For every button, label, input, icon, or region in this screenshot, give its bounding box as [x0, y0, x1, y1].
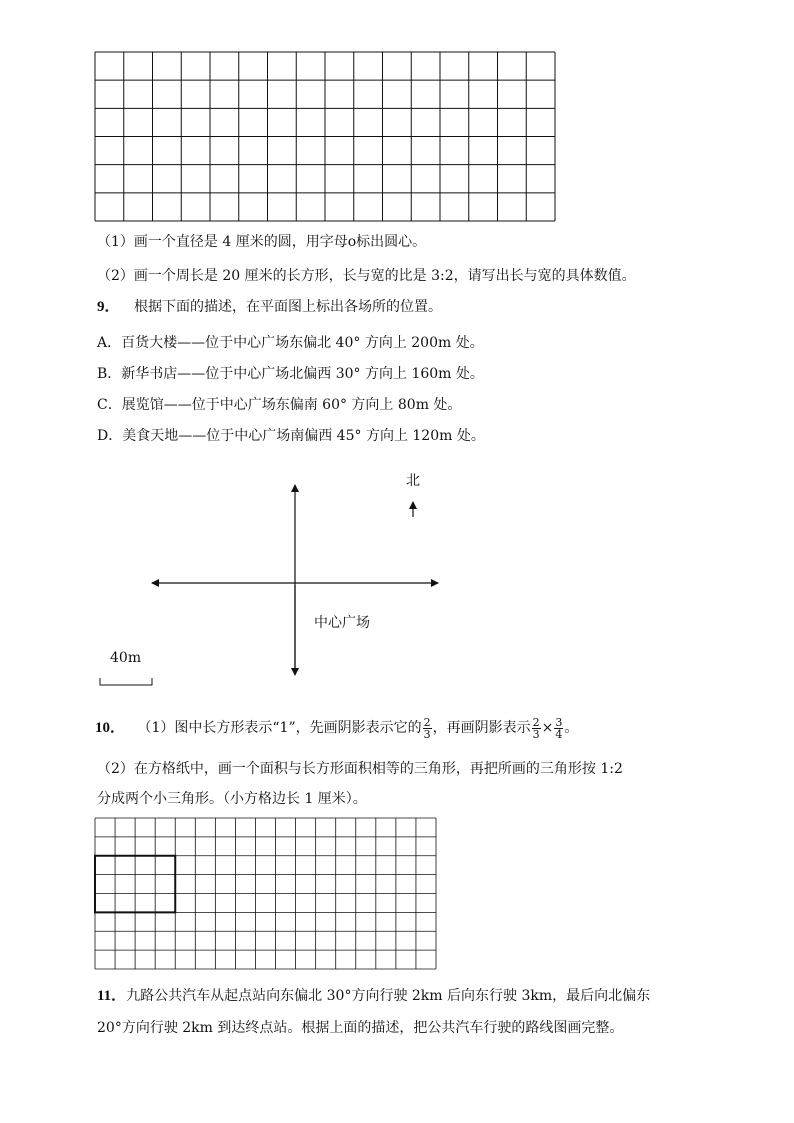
fraction-two-thirds: $\frac{2}{3}$ — [423, 715, 431, 741]
q9-direction-diagram — [90, 465, 490, 705]
q10-part1-text-b: ，再画阴影表示 — [432, 720, 531, 736]
q10-grid — [95, 818, 437, 970]
q11-number: 11． — [97, 988, 127, 1004]
scale-label: 40m — [110, 650, 142, 666]
q11-text-1: 九路公共汽车从起点站向东偏北 30°方向行驶 2km 后向东行驶 3km，最后向北偏东 — [126, 988, 651, 1004]
q9-item-c: C．展览馆——位于中心广场东偏南 60° 方向上 80m 处。 — [97, 397, 462, 413]
q9-text: 根据下面的描述，在平面图上标出各场所的位置。 — [133, 299, 442, 315]
times-sign: × — [541, 720, 554, 736]
q10-number: 10． — [95, 720, 126, 736]
north-label: 北 — [406, 473, 420, 489]
center-square-label: 中心广场 — [314, 615, 370, 631]
q10-part2-line2: 分成两个小三角形。（小方格边长 1 厘米）。 — [97, 791, 367, 807]
scale-bar — [100, 678, 152, 685]
q9-item-d: D．美食天地——位于中心广场南偏西 45° 方向上 120m 处。 — [97, 428, 485, 444]
q9-number: 9． — [97, 299, 120, 315]
q11-line2: 20°方向行驶 2km 到达终点站。根据上面的描述，把公共汽车行驶的路线图画完整。 — [97, 1020, 624, 1036]
q8-grid — [95, 52, 556, 222]
q8-item-2: （2）画一个周长是 20 厘米的长方形，长与宽的比是 3:2，请写出长与宽的具体数值。 — [97, 268, 636, 284]
q9-item-a: A．百货大楼——位于中心广场东偏北 40° 方向上 200m 处。 — [97, 335, 484, 351]
fraction-three-quarters: $\frac{3}{4}$ — [555, 715, 563, 741]
q11-line1 — [97, 986, 650, 1006]
q10-part2-line1: （2）在方格纸中，画一个面积与长方形面积相等的三角形，再把所画的三角形按 1:2 — [97, 761, 623, 777]
q9-item-b: B．新华书店——位于中心广场北偏西 30° 方向上 160m 处。 — [97, 366, 484, 382]
q9-heading — [97, 297, 442, 317]
q10-part1-text-a: （1）图中长方形表示“1”，先画阴影表示它的 — [137, 720, 422, 736]
q10-part1 — [95, 716, 578, 740]
q8-item-1: （1）画一个直径是 4 厘米的圆，用字母o标出圆心。 — [97, 234, 427, 250]
q10-part1-end: 。 — [564, 720, 579, 736]
fraction-two-thirds-b: $\frac{2}{3}$ — [532, 715, 540, 741]
